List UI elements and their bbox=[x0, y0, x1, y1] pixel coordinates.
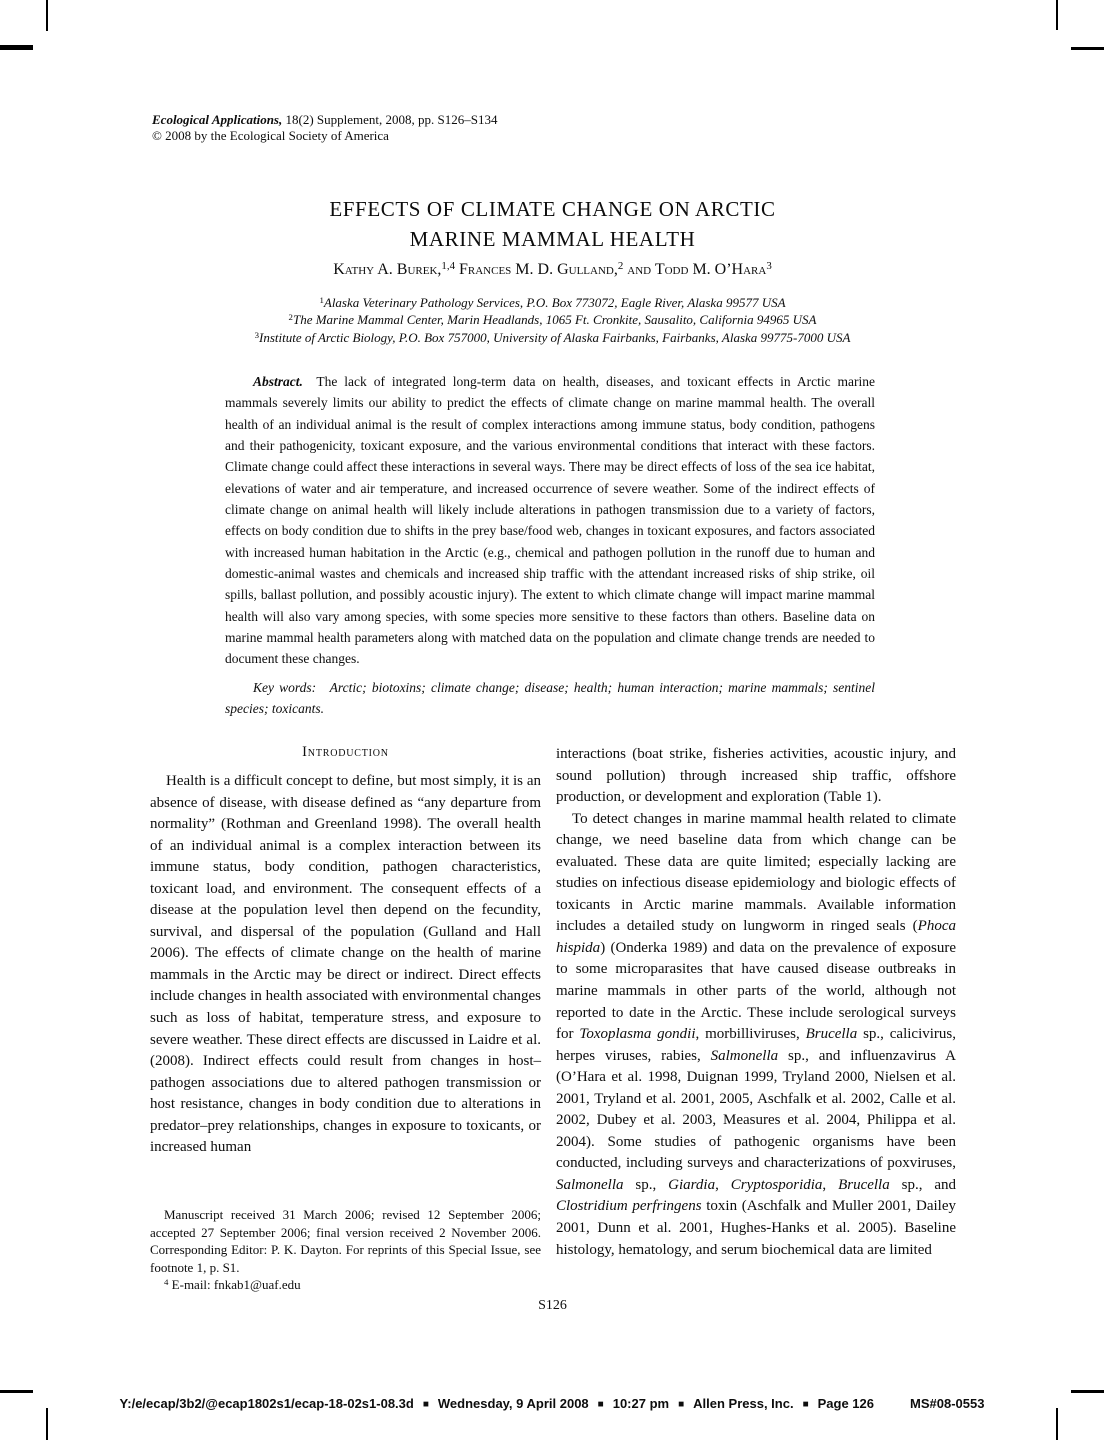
crop-mark-top-left-horizontal bbox=[0, 45, 33, 50]
journal-citation: Ecological Applications, 18(2) Supplement, 2008, pp. S126–S134 bbox=[152, 112, 498, 127]
intro-paragraph-left: Health is a difficult concept to define, but most simply, it is an absence of disease, with disease defined as “any departure from normality” (Rothman and Greenland 1998). The overall health of an individual animal is a complex interaction between its immune status, body condition, pathogen characteristics, toxicant load, and environment. The consequent effects of a disease at the population level then depend on the fecundity, survival, and dispersal of the population (Gulland and Hall 2006). The effects of climate change on the health of marine mammals in the Arctic may be direct or indirect. Direct effects include changes in health associated with environmental changes such as loss of habitat, temperature stress, and exposure to severe weather. These direct effects are discussed in Laidre et al. (2008). Indirect effects could result from changes in host–pathogen associations due to altered pathogen transmission or host resistance, changes in body condition due to alterations in predator–prey relationships, changes in exposure to toxicants, or increased human bbox=[150, 773, 541, 1156]
crop-mark-top-left-vertical bbox=[46, 0, 48, 31]
abstract-paragraph: Abstract. The lack of integrated long-term data on health, diseases, and toxicant effects in Arctic marine mammals severely limits our ability to predict the effects of climate change on marine mammal health. The overall health of an individual animal is the result of complex interactions among immune status, body condition, pathogens and their pathogenicity, toxicant exposure, and the various environmental conditions that interact with these factors. Climate change could affect these interactions in several ways. There may be direct effects of loss of the sea ice habitat, elevations of water and air temperature, and increased occurrence of severe weather. Some of the indirect effects of climate change on animal health will likely include alterations in pathogen transmission due to a variety of factors, effects on body condition due to shifts in the prey base/food web, changes in toxicant exposures, and factors associated with increased human habitation in the Arctic (e.g., chemical and pathogen pollution in the runoff due to human and domestic-animal wastes and chemicals and increased ship traffic with the attendant increased risks of ship strike, oil spills, ballast pollution, and possibly acoustic injury). The extent to which climate change will impact marine mammal health will also vary among species, with some species more sensitive to these factors than others. Baseline data on marine mammal health parameters along with matched data on the population and climate change trends are needed to document these changes. bbox=[225, 374, 875, 667]
introduction-heading: Introduction bbox=[302, 744, 389, 760]
crop-mark-bottom-right-horizontal bbox=[1071, 1390, 1104, 1393]
keywords-section bbox=[225, 677, 875, 719]
article-title-line-2: MARINE MAMMAL HEALTH bbox=[409, 227, 696, 251]
footnote-email: $^4$ E-mail: fnkab1@uaf.edu bbox=[164, 1277, 301, 1293]
affiliation-line-1: $^1$Alaska Veterinary Pathology Services, P.O. Box 773072, Eagle River, Alaska 99577 USA bbox=[319, 295, 786, 310]
crop-mark-top-right-vertical bbox=[1056, 0, 1058, 30]
authors-line: Kathy A. Burek,$^{1,4}$ Frances M. D. Gulland,$^2$ and Todd M. O’Hara$^3$ bbox=[333, 260, 772, 278]
author-footnote bbox=[150, 1206, 541, 1294]
journal-copyright: © 2008 by the Ecological Society of America bbox=[152, 128, 389, 143]
right-column bbox=[556, 744, 956, 1261]
affiliations-block bbox=[150, 294, 955, 346]
intro-paragraph-right-continuation: interactions (boat strike, fisheries activities, acoustic injury, and sound pollution) through increased ship traffic, offshore production, or development and exploration (Table 1). bbox=[556, 746, 956, 806]
crop-mark-bottom-left-horizontal bbox=[0, 1390, 33, 1393]
keywords-paragraph: Key words: Arctic; biotoxins; climate change; disease; health; human interaction; marine mammals; sentinel species; toxicants. bbox=[225, 680, 875, 716]
article-title bbox=[150, 194, 955, 254]
article-title-line-1: EFFECTS OF CLIMATE CHANGE ON ARCTIC bbox=[329, 197, 776, 221]
crop-mark-top-right-horizontal bbox=[1071, 47, 1104, 50]
footnote-manuscript-history: Manuscript received 31 March 2006; revised 12 September 2006; accepted 27 September 2006; final version received 2 November 2006. Corresponding Editor: P. K. Dayton. For reprints of this Special Issue, see footnote 1, p. S1. bbox=[150, 1207, 541, 1275]
crop-mark-bottom-right-vertical bbox=[1056, 1408, 1058, 1440]
page-number: S126 bbox=[538, 1298, 567, 1313]
intro-paragraph-right-2: To detect changes in marine mammal health related to climate change, we need baseline data from which change can be evaluated. These data are quite limited; especially lacking are studies on infectious disease epidemiology and biologic effects of toxicants in Arctic marine mammals. Available information includes a detailed study on lungworm in ringed seals (Phoca hispida) (Onderka 1989) and data on the prevalence of exposure to some microparasites that have caused disease outbreaks in marine mammals in other parts of the world, although not reported to date in the Arctic. These include serological surveys for Toxoplasma gondii, morbilliviruses, Brucella sp., calicivirus, herpes viruses, rabies, Salmonella sp., and influenzavirus A (O’Hara et al. 1998, Duignan 1999, Tryland 2000, Nielsen et al. 2001, Tryland et al. 2001, 2005, Aschfalk et al. 2002, Calle et al. 2002, Dubey et al. 2003, Measures et al. 2004, Philippa et al. 2004). Some studies of pathogenic organisms have been conducted, including surveys and characterizations of poxviruses, Salmonella sp., Giardia, Cryptosporidia, Brucella sp., and Clostridium perfringens toxin (Aschfalk and Muller 2001, Dailey 2001, Dunn et al. 2001, Hughes-Hanks et al. 2005). Baseline histology, hematology, and serum biochemical data are limited bbox=[556, 810, 957, 1258]
abstract-section bbox=[225, 371, 875, 670]
left-column bbox=[150, 744, 541, 1159]
affiliation-line-3: $^3$Institute of Arctic Biology, P.O. Box 757000, University of Alaska Fairbanks, Fairbanks, Alaska 99775-7000 USA bbox=[254, 329, 851, 345]
print-slug-line: Y:/e/ecap/3b2/@ecap1802s1/ecap-18-02s1-08.3d ■ Wednesday, 9 April 2008 ■ 10:27 pm ■ Allen Press, Inc. ■ Page 126 MS#08-0553 bbox=[119, 1396, 985, 1411]
crop-mark-bottom-left-vertical bbox=[46, 1408, 48, 1440]
journal-header bbox=[152, 112, 497, 144]
affiliation-line-2: $^2$The Marine Mammal Center, Marin Headlands, 1065 Ft. Cronkite, Sausalito, California 94965 USA bbox=[288, 312, 817, 328]
